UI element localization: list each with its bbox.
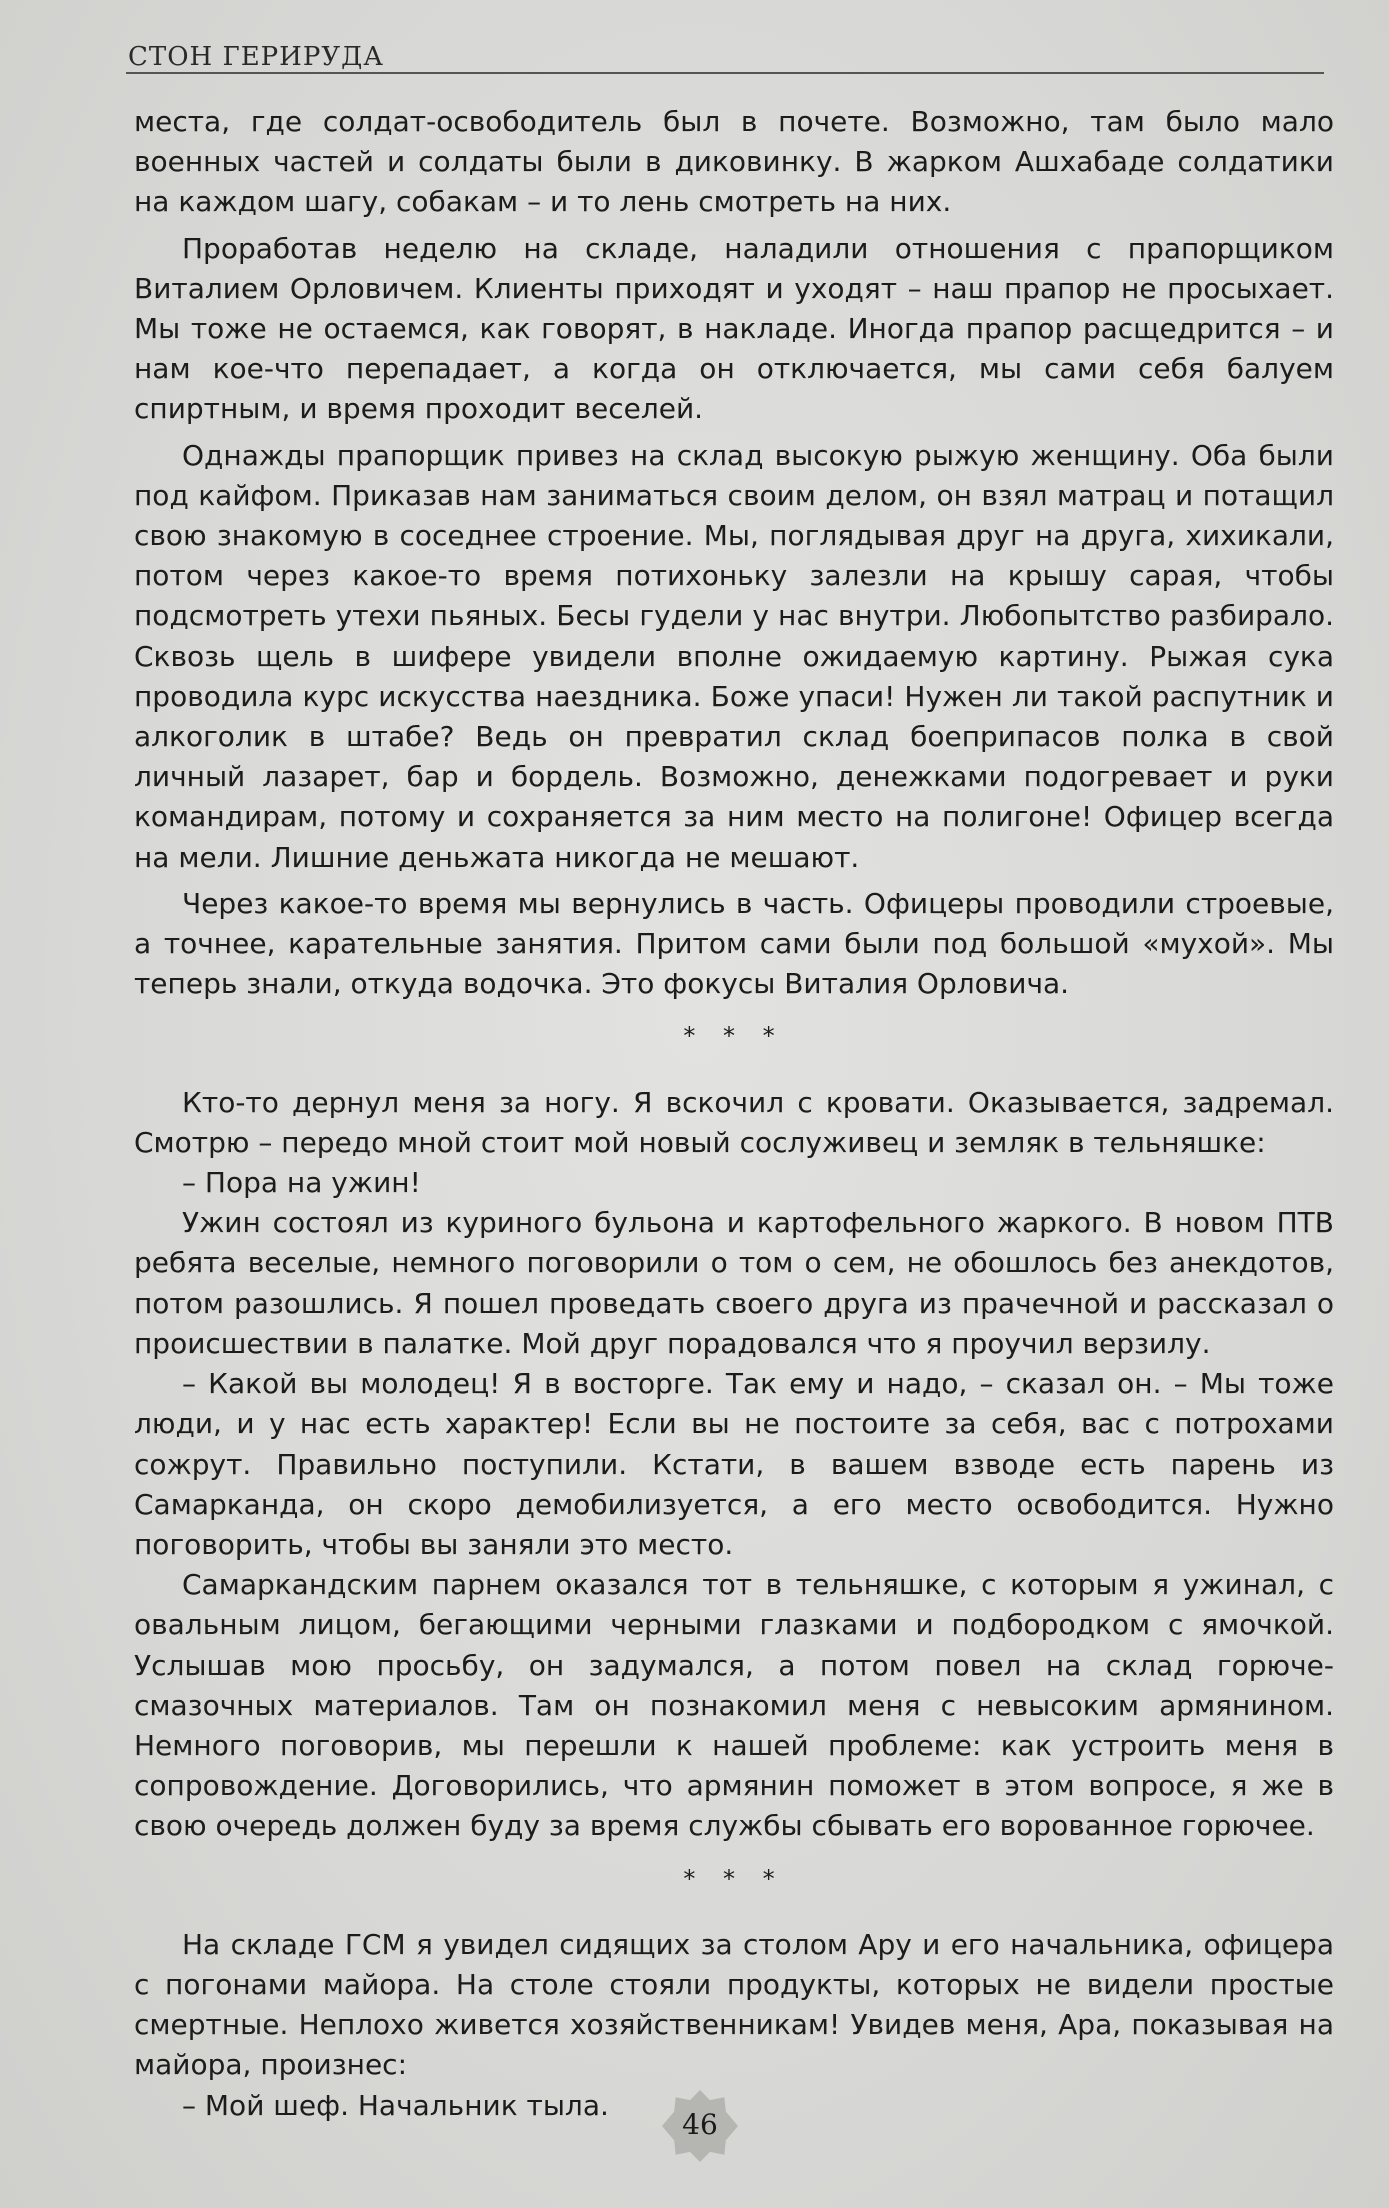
header-rule — [126, 72, 1324, 74]
paragraph: Проработав неделю на складе, наладили отношения с прапорщиком Виталием Орловичем. Клиенты приходят и уходят – наш прапор не просыхает. Мы тоже не остаемся, как говорят, в накладе. Иногда прапор расщедрится – и нам кое-что перепадает, а когда он отключается, мы сами себя балуем спиртным, и время проходит веселей. — [134, 231, 1334, 426]
paragraph: Через какое-то время мы вернулись в часть. Офицеры проводили строевые, а точнее, карательные занятия. Притом сами были под большой «мухой». Мы теперь знали, откуда водочка. Это фокусы Виталия Орловича. — [134, 886, 1334, 1001]
running-head: СТОН ГЕРИРУДА — [128, 42, 384, 72]
page-number: 46 — [682, 2108, 718, 2141]
dialogue-line: – Пора на ужин! — [182, 1166, 421, 1200]
paragraph: Самаркандским парнем оказался тот в тельняшке, с которым я ужинал, с овальным лицом, бегающими черными глазками и подбородком с ямочкой. Услышав мою просьбу, он задумался, а потом повел на склад горюче-смазочных материалов. Там он познакомил меня с невысоким армянином. Немного поговорив, мы перешли к нашей проблеме: как устроить меня в сопровождение. Договорились, что армянин поможет в этом вопросе, я же в свою очередь должен буду за время службы сбывать его ворованное горючее. — [134, 1568, 1334, 1843]
dialogue-line: – Какой вы молодец! Я в восторге. Так ему и надо, – сказал он. – Мы тоже люди, и у нас есть характер! Если вы не постоите за себя, вас с потрохами сожрут. Правильно поступили. Кстати, в вашем взводе есть парень из Самарканда, он скоро демобилизуется, а его место освободится. Нужно поговорить, чтобы вы заняли это место. — [134, 1367, 1334, 1561]
paragraph: Ужин состоял из куриного бульона и картофельного жаркого. В новом ПТВ ребята веселые, немного поговорили о том о сем, не обошлось без анекдотов, потом разошлись. Я пошел проведать своего друга из прачечной и рассказал о происшествии в палатке. Мой друг порадовался что я проучил верзилу. — [134, 1206, 1334, 1360]
paragraph: На складе ГСМ я увидел сидящих за столом Ару и его начальника, офицера с погонами майора. На столе стояли продукты, которых не видели простые смертные. Неплохо живется хозяйственникам! Увидев меня, Ара, показывая на майора, произнес: — [134, 1927, 1334, 2082]
body-text — [134, 102, 1334, 2126]
paragraph: места, где солдат-освободитель был в почете. Возможно, там было мало военных частей и солдаты были в диковинку. В жарком Ашхабаде солдатики на каждом шагу, собакам – и то лень смотреть на них. — [134, 105, 1334, 219]
paragraph: Кто-то дернул меня за ногу. Я вскочил с кровати. Оказывается, задремал. Смотрю – передо мной стоит мой новый сослуживец и земляк в тельняшке: — [134, 1085, 1334, 1159]
dialogue-line: – Мой шеф. Начальник тыла. — [182, 2088, 609, 2122]
section-separator: * * * — [683, 1864, 785, 1893]
paragraph: Однажды прапорщик привез на склад высокую рыжую женщину. Оба были под кайфом. Приказав нам заниматься своим делом, он взял матрац и потащил свою знакомую в соседнее строение. Мы, поглядывая друг на друга, хихикали, потом через какое-то время потихоньку залезли на крышу сарая, чтобы подсмотреть утехи пьяных. Бесы гудели у нас внутри. Любопытство разбирало. Сквозь щель в шифере увидели вполне ожидаемую картину. Рыжая сука проводила курс искусства наездника. Боже упаси! Нужен ли такой распутник и алкоголик в штабе? Ведь он превратил склад боеприпасов полка в свой личный лазарет, бар и бордель. Возможно, денежками подогревает и руки командирам, потому и сохраняется за ним место на полигоне! Офицер всегда на мели. Лишние деньжата никогда не мешают. — [134, 438, 1334, 874]
section-separator: * * * — [683, 1022, 785, 1051]
